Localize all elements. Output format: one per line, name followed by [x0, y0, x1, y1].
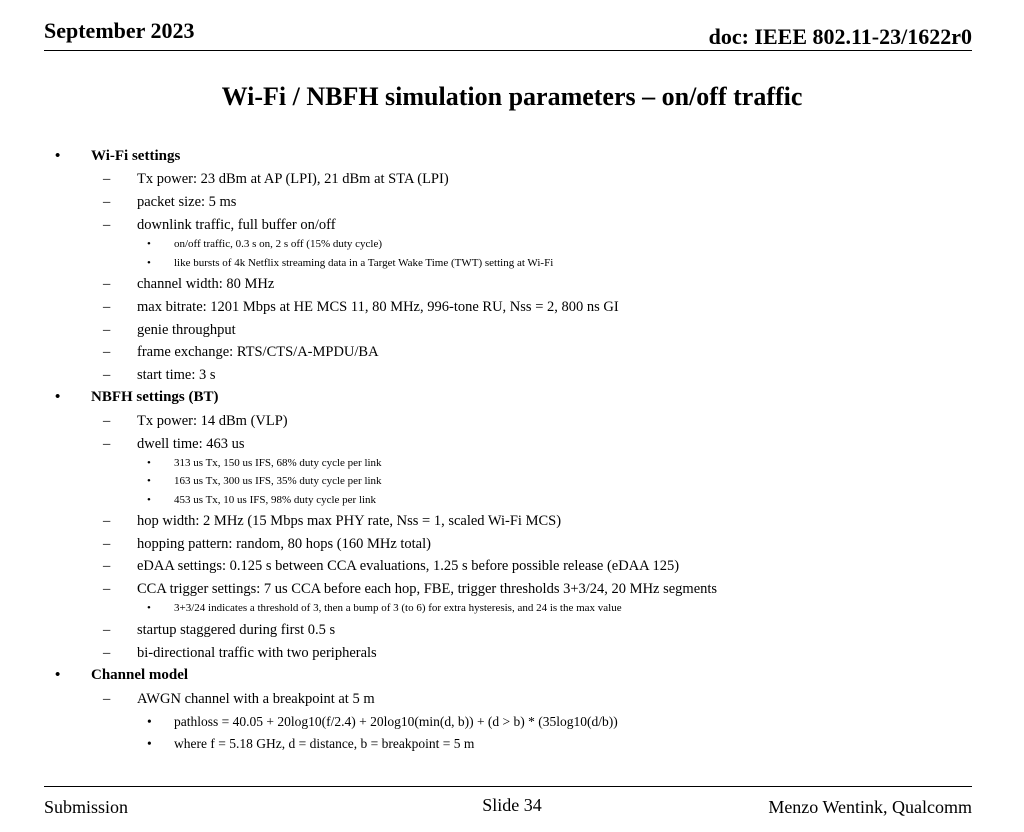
- dash-marker: –: [103, 367, 111, 383]
- item-text: 3+3/24 indicates a threshold of 3, then a bump of 3 (to 6) for extra hysteresis, and 24 is the max value: [174, 602, 622, 614]
- item-text: on/off traffic, 0.3 s on, 2 s off (15% duty cycle): [174, 238, 383, 250]
- dash-marker: –: [103, 558, 111, 574]
- header-date: September 2023: [44, 18, 195, 43]
- bullet-marker: •: [147, 475, 151, 487]
- heading-text: NBFH settings (BT): [91, 389, 219, 405]
- header-doc-number: doc: IEEE 802.11-23/1622r0: [708, 24, 972, 49]
- dash-marker: –: [103, 436, 111, 452]
- bullet-marker: •: [147, 494, 151, 506]
- item-text: start time: 3 s: [137, 367, 216, 383]
- item-text: Tx power: 23 dBm at AP (LPI), 21 dBm at STA (LPI): [137, 171, 449, 187]
- item-text: max bitrate: 1201 Mbps at HE MCS 11, 80 MHz, 996-tone RU, Nss = 2, 800 ns GI: [137, 299, 619, 315]
- item-text: Tx power: 14 dBm (VLP): [137, 413, 288, 429]
- item-text: 163 us Tx, 300 us IFS, 35% duty cycle per link: [174, 475, 382, 487]
- dash-marker: –: [103, 691, 111, 707]
- bullet-marker: •: [147, 602, 151, 614]
- bullet-marker: •: [147, 457, 151, 469]
- bullet-marker: •: [55, 389, 61, 405]
- footer-author: Menzo Wentink, Qualcomm: [768, 797, 972, 817]
- dash-marker: –: [103, 299, 111, 315]
- bullet-marker: •: [147, 238, 151, 250]
- dash-marker: –: [103, 217, 111, 233]
- header-divider: [44, 50, 972, 51]
- slide-number: Slide 34: [482, 795, 542, 815]
- bullet-marker: •: [147, 736, 152, 751]
- item-text: downlink traffic, full buffer on/off: [137, 217, 336, 233]
- footer-divider: [44, 786, 972, 787]
- heading-text: Wi-Fi settings: [91, 148, 181, 164]
- slide-title: Wi-Fi / NBFH simulation parameters – on/off traffic: [221, 82, 803, 111]
- item-text: startup staggered during first 0.5 s: [137, 622, 336, 638]
- footer-submission: Submission: [44, 797, 129, 817]
- item-text: packet size: 5 ms: [137, 194, 237, 210]
- heading-text: Channel model: [91, 667, 189, 683]
- item-text: 453 us Tx, 10 us IFS, 98% duty cycle per link: [174, 494, 377, 506]
- item-text: 313 us Tx, 150 us IFS, 68% duty cycle per link: [174, 457, 382, 469]
- item-text: genie throughput: [137, 322, 236, 338]
- bullet-marker: •: [147, 257, 151, 269]
- dash-marker: –: [103, 622, 111, 638]
- item-text: CCA trigger settings: 7 us CCA before each hop, FBE, trigger thresholds 3+3/24, 20 MHz segments: [137, 581, 718, 597]
- item-text: channel width: 80 MHz: [137, 276, 275, 292]
- dash-marker: –: [103, 536, 111, 552]
- bullet-marker: •: [55, 667, 61, 683]
- dash-marker: –: [103, 581, 111, 597]
- item-text: like bursts of 4k Netflix streaming data in a Target Wake Time (TWT) setting at Wi-Fi: [174, 257, 554, 269]
- item-text: bi-directional traffic with two peripherals: [137, 645, 377, 661]
- item-text: dwell time: 463 us: [137, 436, 245, 452]
- item-text: frame exchange: RTS/CTS/A-MPDU/BA: [137, 344, 379, 360]
- item-text: hopping pattern: random, 80 hops (160 MHz total): [137, 536, 431, 552]
- dash-marker: –: [103, 171, 111, 187]
- bullet-marker: •: [147, 714, 152, 729]
- bullet-marker: •: [55, 148, 61, 164]
- dash-marker: –: [103, 344, 111, 360]
- dash-marker: –: [103, 645, 111, 661]
- dash-marker: –: [103, 276, 111, 292]
- item-text: AWGN channel with a breakpoint at 5 m: [137, 691, 375, 707]
- dash-marker: –: [103, 194, 111, 210]
- item-text: where f = 5.18 GHz, d = distance, b = breakpoint = 5 m: [174, 736, 475, 751]
- item-text: hop width: 2 MHz (15 Mbps max PHY rate, Nss = 1, scaled Wi-Fi MCS): [137, 513, 562, 529]
- item-text: pathloss = 40.05 + 20log10(f/2.4) + 20log10(min(d, b)) + (d > b) * (35log10(d/b)): [174, 714, 618, 729]
- dash-marker: –: [103, 513, 111, 529]
- item-text: eDAA settings: 0.125 s between CCA evaluations, 1.25 s before possible release (eDAA 125): [137, 558, 680, 574]
- dash-marker: –: [103, 413, 111, 429]
- dash-marker: –: [103, 322, 111, 338]
